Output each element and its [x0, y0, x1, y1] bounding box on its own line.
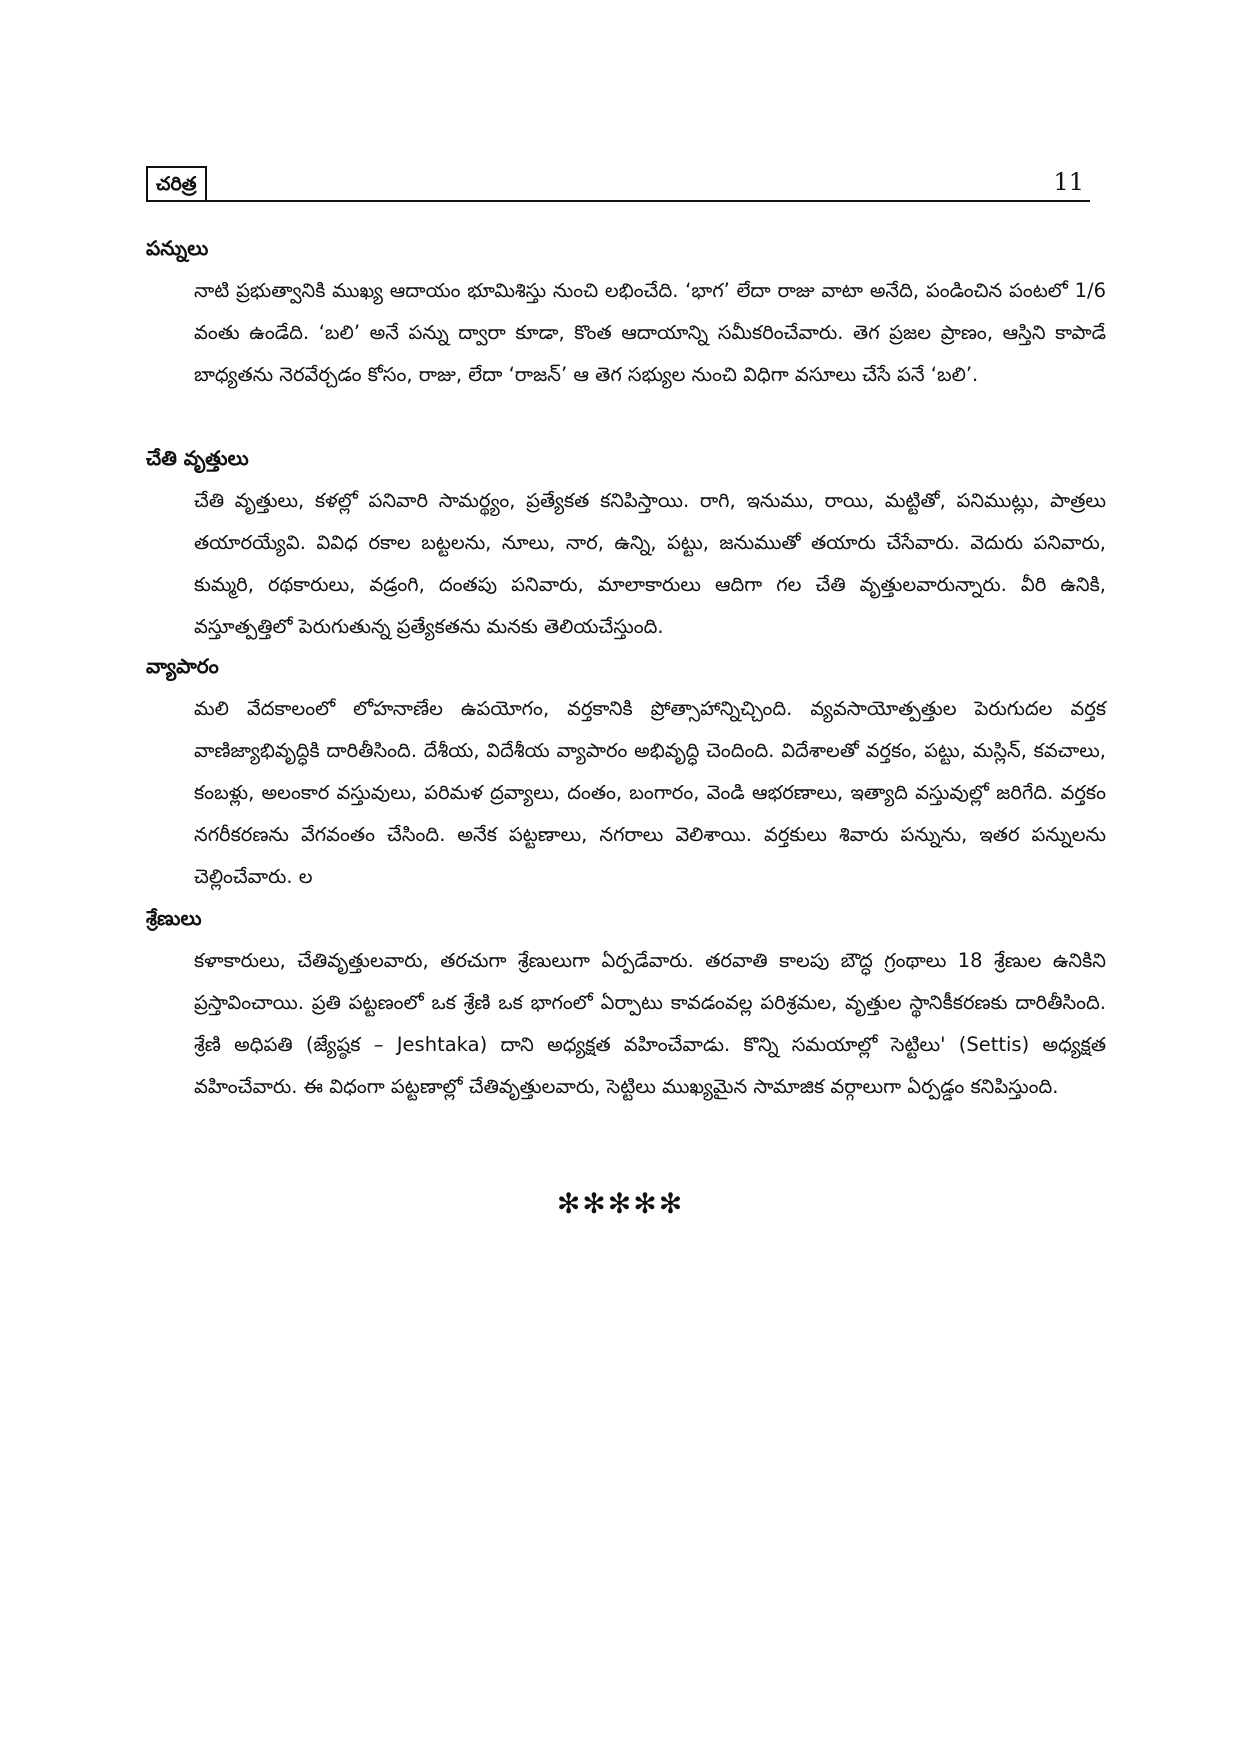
section-paragraph: నాటి ప్రభుత్వానికి ముఖ్య ఆదాయం భూమిశిస్తు నుంచి లభించేది. ‘భాగ’ లేదా రాజు వాటా అనేది, పండించిన పంటలో 1/6 వంతు ఉండేది. ‘బలి’ అనే పన్ను ద్వారా కూడా, కొంత ఆదాయాన్ని సమీకరించేవారు. తెగ ప్రజల ప్రాణం, ఆస్తిని కాపాడే బాధ్యతను నెరవేర్చడం కోసం, రాజు, లేదా ‘రాజన్’ ఆ తెగ సభ్యుల నుంచి విధిగా వసూలు చేసే పనే ‘బలి’.: [194, 279, 1106, 386]
header-rule: [146, 200, 1090, 202]
section-paragraph: కళాకారులు, చేతివృత్తులవారు, తరచుగా శ్రేణులుగా ఏర్పడేవారు. తరవాతి కాలపు బౌద్ధ గ్రంథాలు 18 శ్రేణుల ఉనికిని ప్రస్తావించాయి. ప్రతి పట్టణంలో ఒక శ్రేణి ఒక భాగంలో ఏర్పాటు కావడంవల్ల పరిశ్రమల, వృత్తుల స్థానికీకరణకు దారితీసింది. శ్రేణి అధిపతి (జ్యేష్ఠక – Jeshtaka) దాని అధ్యక్షత వహించేవాడు. కొన్ని సమయాల్లో సెట్టిలు' (Settis) అధ్యక్షత వహించేవారు. ఈ విధంగా పట్టణాల్లో చేతివృత్తులవారు, సెట్టిలు ముఖ్యమైన సామాజిక వర్గాలుగా ఏర్పడ్డం కనిపిస్తుంది.: [194, 949, 1106, 1098]
section-paragraph: మలి వేదకాలంలో లోహనాణేల ఉపయోగం, వర్తకానికి ప్రోత్సాహాన్నిచ్చింది. వ్యవసాయోత్పత్తుల పెరుగుదల వర్తక వాణిజ్యాభివృద్ధికి దారితీసింది. దేశీయ, విదేశీయ వ్యాపారం అభివృద్ధి చెందింది. విదేశాలతో వర్తకం, పట్టు, మస్లిన్, కవచాలు, కంబళ్లు, అలంకార వస్తువులు, పరిమళ ద్రవ్యాలు, దంతం, బంగారం, వెండి ఆభరణాలు, ఇత్యాది వస్తువుల్లో జరిగేది. వర్తకం నగరీకరణను వేగవంతం చేసింది. అనేక పట్టణాలు, నగరాలు వెలిశాయి. వర్తకులు శివారు పన్నును, ఇతర పన్నులను చెల్లించేవారు. ల: [194, 697, 1106, 888]
page-header: [146, 160, 1090, 204]
page-number: 11: [1053, 168, 1084, 196]
header-title: చరిత్ర: [146, 166, 207, 202]
section-heading: పన్నులు: [146, 236, 209, 260]
section-paragraph: చేతి వృత్తులు, కళల్లో పనివారి సామర్థ్యం, ప్రత్యేకత కనిపిస్తాయి. రాగి, ఇనుము, రాయి, మట్టితో, పనిముట్లు, పాత్రలు తయారయ్యేవి. వివిధ రకాల బట్టలను, నూలు, నార, ఉన్ని, పట్టు, జనుముతో తయారు చేసేవారు. వెదురు పనివారు, కుమ్మరి, రథకారులు, వడ్రంగి, దంతపు పనివారు, మాలాకారులు ఆదిగా గల చేతి వృత్తులవారున్నారు. వీరి ఉనికి, వస్తూత్పత్తిలో పెరుగుతున్న ప్రత్యేకతను మనకు తెలియచేస్తుంది.: [194, 489, 1106, 638]
section-handicrafts: [146, 442, 1106, 648]
section-trade: [146, 650, 1106, 898]
section-guilds: [146, 902, 1106, 1108]
ending-asterisks: ✻✻✻✻✻: [556, 1187, 685, 1220]
section-heading: వ్యాపారం: [146, 654, 219, 678]
section-heading: శ్రేణులు: [146, 906, 202, 930]
section-taxes: [146, 232, 1106, 396]
section-heading: చేతి వృత్తులు: [146, 446, 249, 470]
